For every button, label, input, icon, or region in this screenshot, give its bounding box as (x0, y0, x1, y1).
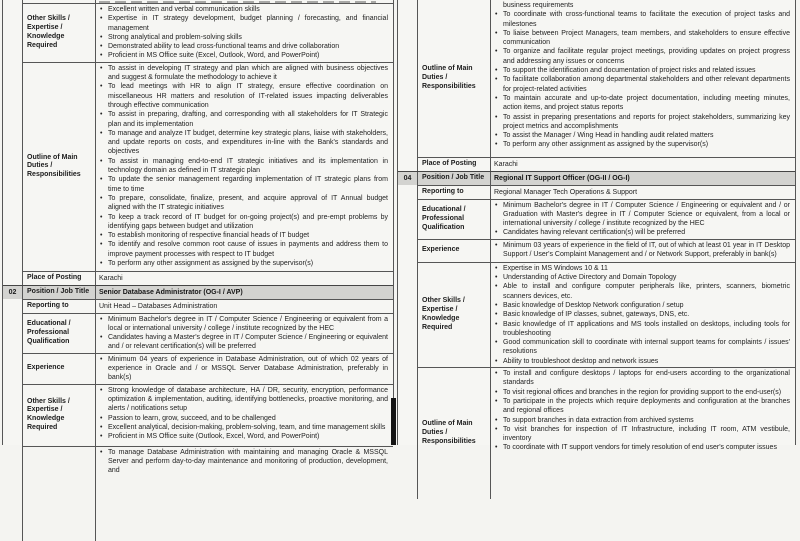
content-cell (491, 157, 795, 171)
bullet-item: • Expertise in MS Windows 10 & 11 (494, 264, 790, 273)
label-cell (418, 239, 491, 262)
content-cell (491, 262, 795, 367)
bullet-item: • To assist in developing IT strategy and plan which are aligned with business objectives and suggest & formulate the methodology to achieve it (99, 64, 388, 83)
bullet-item: • Proficient in MS Office suite (Outlook, Excel, Word, and PowerPoint) (99, 432, 388, 441)
content-cell (491, 185, 795, 199)
row-label: Other Skills / Expertise / Knowledge Required (27, 397, 70, 431)
row-label: Experience (27, 364, 65, 372)
serial-cell (3, 4, 23, 62)
content-cell (96, 299, 393, 313)
bullet-item: • To identify and resolve common root cause of issues in payments and address them to improve payment processes with respect to IT budget (99, 240, 388, 259)
bullet-item: • Minimum 04 years of experience in Database Administration, out of which 02 years of experience in Oracle and / or MSSQL Server Database Administration, preferably in bank(s) (99, 355, 388, 383)
bullet-item: • Excellent written and verbal communication skills (99, 5, 388, 14)
row-duties-top (3, 62, 393, 271)
content-cell (96, 271, 393, 285)
bullet-item: • Candidates having a Master's degree in IT / Computer Science / Engineering or equivalent and / or relevant certification(s) will be preferred (99, 333, 388, 352)
content-cell (96, 446, 393, 541)
label-cell (23, 313, 96, 353)
bullet-item: • To assist in preparing presentations and reports for project stakeholders, summarizing key project metrics and accomplishments (494, 113, 790, 132)
bullet-item: • To update the senior management regarding implementation of IT strategic plans from time to time (99, 175, 388, 194)
content-cell (96, 62, 393, 271)
serial-cell (3, 62, 23, 271)
serial-cell (398, 262, 418, 367)
serial-cell (3, 271, 23, 285)
row-position-title-04 (398, 171, 795, 185)
label-cell (23, 271, 96, 285)
row-duties-top (398, 0, 795, 157)
posting-value: Karachi (99, 274, 123, 282)
serial-number: 04 (398, 172, 418, 185)
serial-cell (398, 157, 418, 171)
label-cell (23, 4, 96, 62)
content-cell (96, 384, 393, 446)
label-cell (418, 262, 491, 367)
row-label: Place of Posting (422, 160, 477, 167)
content-cell (96, 353, 393, 384)
row-place-of-posting (398, 157, 795, 171)
row-other-skills-top (3, 4, 393, 62)
bullet-item: • Basic knowledge of Desktop Network configuration / setup (494, 301, 790, 310)
bullet-item: • Basic knowledge of IP classes, subnet, gateways, DNS, etc. (494, 310, 790, 319)
job-table-right-column (397, 0, 796, 452)
posting-value: Karachi (494, 160, 518, 168)
bullet-item: • To participate in the projects which require deployments and configuration at the branches and regional offices (494, 397, 790, 416)
label-cell (23, 384, 96, 446)
row-duties-bottom-clipped (398, 367, 795, 499)
bullet-item: • Passion to learn, grow, succeed, and to be challenged (99, 414, 388, 423)
row-other-skills (398, 262, 795, 367)
bullet-item: • To perform any other assignment as assigned by the supervisor(s) (99, 259, 388, 268)
content-cell (491, 0, 795, 157)
content-cell (491, 239, 795, 262)
row-label: Experience (422, 246, 460, 254)
bullet-item: • Minimum 03 years of experience in the field of IT, out of which at least 01 year in IT Desktop Support / User's Complaint Management and / or Network Support, preferably in bank(s) (494, 241, 790, 260)
row-label: Position / Job Title (27, 287, 90, 295)
serial-cell (398, 199, 418, 239)
label-cell (418, 185, 491, 199)
row-education (398, 199, 795, 239)
bullet-item: • To assist the Manager / Wing Head in handling audit related matters (494, 131, 790, 140)
label-cell (23, 353, 96, 384)
label-cell (418, 157, 491, 171)
position-title: Regional IT Support Officer (OG-II / OG-I) (494, 174, 630, 182)
bullet-item: • To establish monitoring of respective financial heads of IT budget (99, 231, 388, 240)
scan-artifact-bar (391, 398, 396, 445)
row-label: Other Skills / Expertise / Knowledge Required (422, 297, 465, 331)
bullet-item: • To coordinate with cross-functional teams to facilitate the execution of project tasks and milestones (494, 10, 790, 29)
bullet-item: • Demonstrated ability to lead cross-functional teams and drive collaboration (99, 42, 388, 51)
bullet-item: • Able to install and configure computer peripherals like, printers, scanners, biometric scanners devices, etc. (494, 282, 790, 301)
bullet-item: • Ability to troubleshoot desktop and network issues (494, 357, 790, 366)
label-cell (418, 199, 491, 239)
row-reporting-to (3, 299, 393, 313)
content-cell (96, 313, 393, 353)
bullet-item: • To visit branches for inspection of IT Infrastructure, including IT room, ATM vestibule, inventory (494, 425, 790, 444)
row-label: Place of Posting (27, 273, 82, 281)
position-title: Senior Database Administrator (OG-I / AVP) (99, 288, 243, 296)
bullet-item: • Understanding of Active Directory and Domain Topology (494, 273, 790, 282)
serial-cell (398, 185, 418, 199)
row-label: Outline of Main Duties / Responsibilities (422, 420, 476, 445)
bullet-item: • To perform any other assignment as assigned by the supervisor(s) (494, 140, 790, 149)
label-cell (23, 286, 96, 299)
bullet-item: • Minimum Bachelor's degree in IT / Computer Science / Engineering or equivalent from a local or international university / college / institute recognized by the HEC (99, 315, 388, 334)
content-cell (96, 4, 393, 62)
serial-cell (3, 313, 23, 353)
label-cell (23, 62, 96, 271)
bullet-item: • To manage and analyze IT budget, determine key strategic plans, liaise with stakeholders, and update reports on costs, and expenditures in-line with the Bank's standards and objectives (99, 129, 388, 157)
row-reporting-to (398, 185, 795, 199)
serial-cell (398, 239, 418, 262)
label-cell (418, 172, 491, 185)
serial-cell (3, 353, 23, 384)
bullet-item: • To support the identification and documentation of project risks and related issues (494, 66, 790, 75)
serial-cell (398, 0, 418, 157)
serial-cell (398, 367, 418, 499)
row-label: Other Skills / Expertise / Knowledge Required (27, 15, 70, 49)
label-cell (23, 446, 96, 541)
row-label: Outline of Main Duties / Responsibilities (422, 65, 476, 90)
row-experience (398, 239, 795, 262)
row-label: Educational / Professional Qualification (422, 205, 466, 231)
bullet-item: • Candidates having relevant certification(s) will be preferred (494, 228, 790, 237)
continued-line: business requirements (503, 2, 574, 9)
row-experience (3, 353, 393, 384)
row-label: Position / Job Title (422, 173, 485, 181)
serial-cell (3, 384, 23, 446)
bullet-item: • Strong knowledge of database architecture, HA / DR, security, encryption, performance optimization & implementation, auditing, identifying bottlenecks, proactive monitoring, and alerts / notifications setup (99, 386, 388, 414)
bullet-item: • To visit regional offices and branches in the region for providing support to the end-user(s) (494, 388, 790, 397)
row-label: Reporting to (27, 301, 69, 309)
bullet-item: • To liaise between Project Managers, team members, and stakeholders to ensure effective communication (494, 29, 790, 48)
bullet-item: • To organize and facilitate regular project meetings, providing updates on project progress and addressing any issues or concerns (494, 47, 790, 66)
content-cell (491, 199, 795, 239)
label-cell (418, 0, 491, 157)
bullet-item: • To prepare, consolidate, finalize, present, and acquire approval of IT Annual budget aligned with the IT strategic initiatives (99, 194, 388, 213)
bullet-item: • Basic knowledge of IT applications and MS tools installed on desktops, including tools for troubleshooting (494, 320, 790, 339)
bullet-item: • Minimum Bachelor's degree in IT / Computer Science / Engineering or equivalent and / or Graduation with Master's degree in IT / Computer Science or equivalent, from a local or international university / college / institute recognized by the HEC (494, 201, 790, 229)
row-position-title-02 (3, 285, 393, 299)
row-other-skills (3, 384, 393, 446)
row-label: Outline of Main Duties / Responsibilities (27, 153, 81, 179)
bullet-item: • Good communication skill to coordinate with internal support teams for complaints / issues' resolutions (494, 338, 790, 357)
bullet-item: • Expertise in IT strategy development, budget planning / forecasting, and financial management (99, 14, 388, 33)
reporting-value: Unit Head – Databases Administration (99, 302, 218, 310)
label-cell (418, 367, 491, 499)
content-cell (491, 367, 795, 499)
bullet-item: • Proficient in MS Office suite (Excel, Outlook, Word, and PowerPoint) (99, 51, 388, 60)
serial-cell (3, 299, 23, 313)
row-label: Educational / Professional Qualification (27, 319, 71, 345)
row-duties-bottom-clipped (3, 446, 393, 541)
bullet-item: • To maintain accurate and up-to-date project documentation, including meeting minutes, action items, and project status reports (494, 94, 790, 113)
reporting-value: Regional Manager Tech Operations & Support (494, 188, 638, 196)
bullet-item: • Strong analytical and problem-solving skills (99, 33, 388, 42)
bullet-item: • To manage Database Administration with maintaining and managing Oracle & MSSQL Server and perform day-to-day maintenance and monitoring of production, development, and (99, 448, 388, 476)
bullet-item: • To facilitate collaboration among departmental stakeholders and other relevant departments for project-related activities (494, 75, 790, 94)
bullet-item: • To install and configure desktops / laptops for end-users according to the organizational standards (494, 369, 790, 388)
bullet-item: • To keep a track record of IT budget for on-going project(s) and pre-empt problems by identifying gaps between budget and utilization (99, 213, 388, 232)
serial-number: 02 (3, 286, 23, 299)
serial-cell (3, 446, 23, 541)
bullet-item: • To assist in managing end-to-end IT strategic initiatives and its implementation in technology domain as defined in IT strategic plan (99, 157, 388, 176)
row-label: Reporting to (422, 187, 464, 195)
row-education (3, 313, 393, 353)
clipped-text-remnant (99, 1, 376, 3)
bullet-item: • To assist in preparing, drafting, and corresponding with all stakeholders for IT Strategic plan and its implementation (99, 110, 388, 129)
row-place-of-posting (3, 271, 393, 285)
bullet-item: • Excellent analytical, decision-making, problem-solving, team, and time management skills (99, 423, 388, 432)
bullet-item: • To lead meetings with HR to align IT strategy, ensure effective coordination on miscellaneous HR matters and resolution of IT-related issues impacting deliverables through effective communication (99, 82, 388, 110)
bullet-item: • To coordinate with IT support vendors for timely resolution of end user's computer issues (494, 443, 790, 452)
job-table-left-column (2, 0, 394, 475)
bullet-item: • To support branches in data extraction from archived systems (494, 416, 790, 425)
label-cell (23, 299, 96, 313)
